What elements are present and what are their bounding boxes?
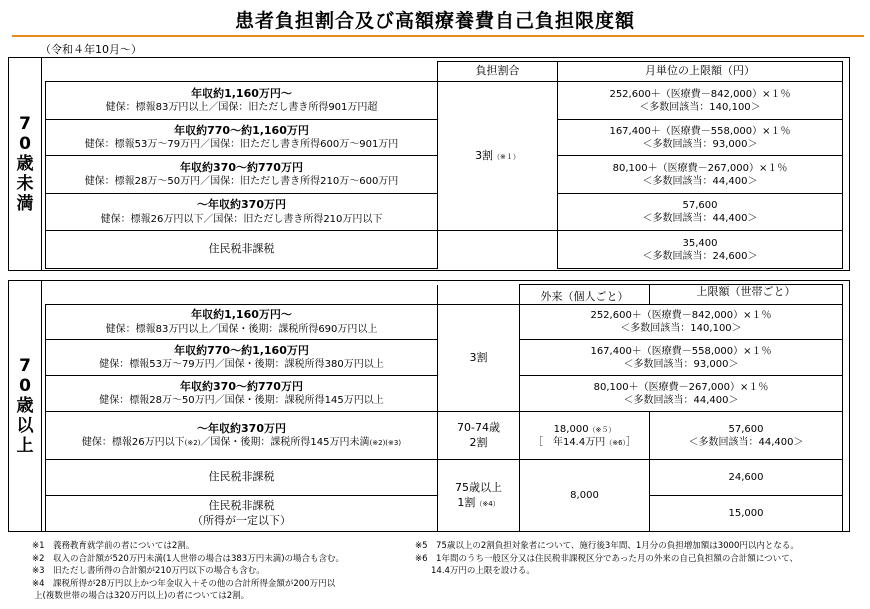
page-title: 患者負担割合及び高額療養費自己負担限度額 — [234, 10, 635, 32]
under-70-table — [45, 61, 843, 269]
income-bracket-title: 年収約1,160万円～ — [191, 308, 292, 322]
limit-formula: 252,600＋（医療費－842,000）×１％ — [590, 310, 772, 321]
outpatient-limit-cell: 18,000（※５） ［ 年14.4万円（※6）］ — [520, 412, 650, 460]
table-header-row — [46, 62, 843, 82]
income-bracket-detail: 健保：標報26万円以下／国保：旧ただし書き所得210万円以下 — [100, 213, 383, 225]
multi-case-limit: ＜多数回該当：44,400＞ — [642, 175, 758, 187]
multi-case-limit: ＜多数回該当：140,100＞ — [620, 323, 742, 334]
table-row — [46, 82, 843, 120]
income-bracket-title: 住民税非課税 — [208, 499, 275, 513]
burden-ratio-cell: 3割（※１） — [438, 82, 558, 231]
table-header-row — [46, 285, 843, 305]
income-bracket-title: 住民税非課税 — [208, 242, 275, 256]
footnotes-left — [32, 540, 412, 603]
footnote: ※1 義務教育就学前の者については2割。 — [32, 541, 195, 551]
multi-case-limit: ＜多数回該当：24,600＞ — [642, 250, 758, 262]
effective-date-note: （令和４年10月～） — [40, 43, 142, 56]
header-outpatient: 外来（個人ごと） — [520, 285, 650, 305]
header-monthly-limit: 月単位の上限額（円） — [558, 62, 843, 82]
household-limit-cell: 57,600 ＜多数回該当：44,400＞ — [650, 412, 843, 460]
income-bracket-title: 年収約370～約770万円 — [180, 379, 303, 393]
limit-formula: 167,400＋（医療費－558,000）×１％ — [590, 345, 772, 357]
under-70-label: 70歳未満 — [9, 58, 42, 270]
income-bracket-title: 住民税非課税 — [208, 470, 275, 484]
income-bracket-detail: 健保：標報28万～50万円／国保・後期：課税所得145万円以上 — [99, 395, 384, 407]
limit-formula: 35,400 — [682, 237, 718, 249]
limit-formula: 80,100＋（医療費－267,000）×１％ — [593, 381, 769, 393]
header-burden-ratio: 負担割合 — [438, 62, 558, 82]
income-bracket-title: 年収約1,160万円～ — [191, 86, 292, 100]
limit-formula: 167,400＋（医療費－558,000）×１％ — [609, 125, 791, 137]
title-underline — [12, 35, 864, 37]
limit-formula: 252,600＋（医療費－842,000）×１％ — [609, 88, 791, 100]
income-bracket-detail: 健保：標報53万～79万円／国保：旧ただし書き所得600万～901万円 — [84, 139, 399, 151]
table-row — [46, 305, 843, 340]
income-bracket-title: 年収約770～約1,160万円 — [174, 123, 309, 137]
burden-ratio-cell: 75歳以上 1割（※4） — [438, 460, 520, 532]
footnote: 上(複数世帯の場合は320万円以上)の者については2割。 — [34, 591, 250, 601]
multi-case-limit: ＜多数回該当：140,100＞ — [639, 101, 761, 113]
footnote: ※6 1年間のうち一般区分又は住民税非課税区分であった月の外来の自己負担額の合計額について、 — [415, 553, 799, 564]
multi-case-limit: ＜多数回該当：93,000＞ — [642, 138, 758, 150]
income-bracket-title: 年収約370～約770万円 — [180, 160, 303, 174]
table-row — [46, 460, 843, 496]
over-70-label: 70歳以上 — [9, 281, 42, 531]
income-bracket-detail: 健保：標報83万円以上／国保・後期：課税所得690万円以上 — [105, 323, 378, 335]
limit-formula: 57,600 — [682, 200, 718, 211]
multi-case-limit: ＜多数回該当：44,400＞ — [623, 394, 739, 406]
income-bracket-title: ～年収約370万円 — [197, 198, 286, 212]
over-70-section — [8, 280, 850, 532]
burden-ratio-cell: 70-74歳 2割 — [438, 412, 520, 460]
income-bracket-title: ～年収約370万円 — [197, 421, 286, 435]
footnote: 14.4万円の上限を設ける。 — [431, 566, 535, 576]
header-household-limit: 上限額（世帯ごと） — [650, 285, 843, 305]
outpatient-limit-cell: 8,000 — [520, 460, 650, 532]
table-row — [46, 231, 843, 269]
burden-ratio-cell: 3割 — [438, 305, 520, 412]
household-limit-cell: 15,000 — [650, 496, 843, 532]
income-bracket-detail: （所得が一定以下） — [192, 513, 291, 527]
footnote: ※2 収入の合計額が520万円未満(1人世帯の場合は383万円未満)の場合も含む。 — [32, 553, 345, 564]
footnote: ※4 課税所得が28万円以上かつ年金収入＋その他の合計所得金額が200万円以 — [32, 578, 336, 589]
income-bracket-title: 年収約770～約1,160万円 — [174, 343, 309, 357]
footnotes-right — [415, 540, 865, 578]
over-70-table — [45, 284, 843, 532]
income-bracket-detail: 健保：標報28万～50万円／国保：旧ただし書き所得210万～600万円 — [84, 176, 399, 188]
under-70-section — [8, 57, 850, 271]
income-bracket-detail: 健保：標報83万円以上／国保：旧ただし書き所得901万円超 — [105, 102, 378, 114]
table-row — [46, 412, 843, 460]
income-bracket-detail: 健保：標報53万～79万円／国保・後期：課税所得380万円以上 — [99, 359, 384, 371]
footnote: ※5 75歳以上の2割負担対象者について、施行後3年間、1月分の負担増加額は3000円以内となる。 — [415, 541, 799, 551]
household-limit-cell: 24,600 — [650, 460, 843, 496]
multi-case-limit: ＜多数回該当：93,000＞ — [623, 358, 739, 370]
multi-case-limit: ＜多数回該当：44,400＞ — [642, 213, 758, 224]
footnote: ※3 旧ただし書所得の合計額が210万円以下の場合も含む。 — [32, 566, 265, 576]
limit-formula: 80,100＋（医療費－267,000）×１％ — [612, 162, 788, 174]
income-bracket-detail: 健保：標報26万円以下(※2)／国保・後期：課税所得145万円未満(※2)(※3) — [81, 437, 402, 449]
